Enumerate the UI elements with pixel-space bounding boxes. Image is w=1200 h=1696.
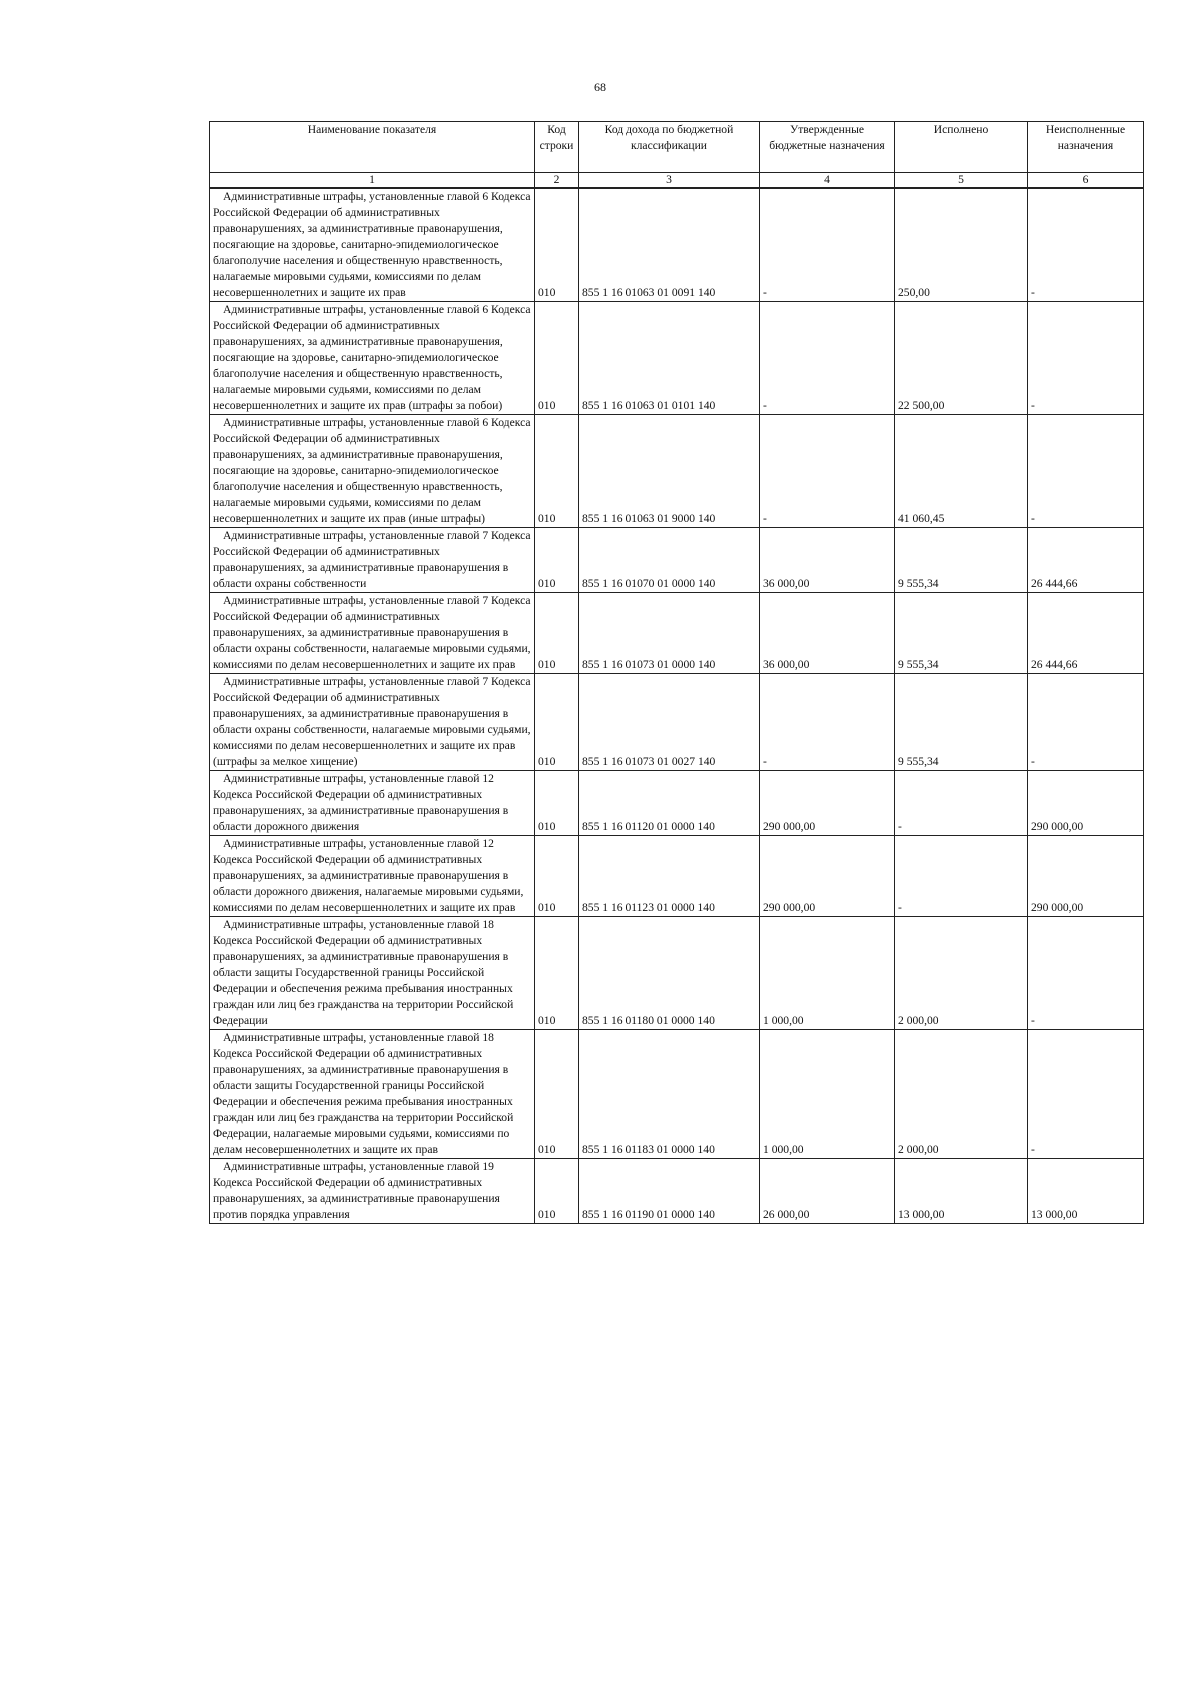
table-row — [210, 1030, 1144, 1159]
row-unexecuted: - — [1028, 1030, 1144, 1159]
row-kbk: 855 1 16 01063 01 0101 140 — [579, 302, 760, 415]
row-unexecuted: - — [1028, 917, 1144, 1030]
row-executed: 41 060,45 — [895, 415, 1028, 528]
table-row — [210, 302, 1144, 415]
row-kbk: 855 1 16 01063 01 9000 140 — [579, 415, 760, 528]
row-executed: 2 000,00 — [895, 917, 1028, 1030]
table-row — [210, 917, 1144, 1030]
table-row — [210, 771, 1144, 836]
row-unexecuted: - — [1028, 302, 1144, 415]
row-name: Административные штрафы, установленные главой 18 Кодекса Российской Федерации об административных правонарушениях, за административные правонарушения в области защиты Государственной границы Российской Федерации и обеспечения режима пребывания иностранных граждан или лиц без гражданства на территории Российской Федерации, налагаемые мировыми судьями, комиссиями по делам несовершеннолетних и защите их прав — [210, 1030, 535, 1159]
column-number: 3 — [579, 173, 760, 189]
row-executed: - — [895, 836, 1028, 917]
table-row — [210, 836, 1144, 917]
row-code: 010 — [535, 188, 579, 302]
row-executed: - — [895, 771, 1028, 836]
column-number-row — [210, 173, 1144, 189]
row-executed: 13 000,00 — [895, 1159, 1028, 1224]
row-name: Административные штрафы, установленные главой 12 Кодекса Российской Федерации об административных правонарушениях, за административные правонарушения в области дорожного движения — [210, 771, 535, 836]
row-unexecuted: 26 444,66 — [1028, 593, 1144, 674]
column-number: 5 — [895, 173, 1028, 189]
row-name: Административные штрафы, установленные главой 7 Кодекса Российской Федерации об административных правонарушениях, за административные правонарушения в области охраны собственности, налагаемые мировыми судьями, комиссиями по делам несовершеннолетних и защите их прав (штрафы за мелкое хищение) — [210, 674, 535, 771]
row-approved: 1 000,00 — [760, 1030, 895, 1159]
header-unexecuted: Неисполненные назначения — [1028, 122, 1144, 173]
table-row — [210, 528, 1144, 593]
row-code: 010 — [535, 528, 579, 593]
row-kbk: 855 1 16 01180 01 0000 140 — [579, 917, 760, 1030]
page-number: 68 — [594, 80, 606, 94]
row-unexecuted: 290 000,00 — [1028, 771, 1144, 836]
row-name: Административные штрафы, установленные главой 6 Кодекса Российской Федерации об административных правонарушениях, за административные правонарушения, посягающие на здоровье, санитарно-эпидемиологическое благополучие населения и общественную нравственность, налагаемые мировыми судьями, комиссиями по делам несовершеннолетних и защите их прав (иные штрафы) — [210, 415, 535, 528]
row-executed: 9 555,34 — [895, 593, 1028, 674]
budget-revenue-table — [209, 121, 1144, 1224]
header-name: Наименование показателя — [210, 122, 535, 173]
row-unexecuted: 26 444,66 — [1028, 528, 1144, 593]
row-approved: - — [760, 302, 895, 415]
row-name: Административные штрафы, установленные главой 18 Кодекса Российской Федерации об административных правонарушениях, за административные правонарушения в области защиты Государственной границы Российской Федерации и обеспечения режима пребывания иностранных граждан или лиц без гражданства на территории Российской Федерации — [210, 917, 535, 1030]
row-name: Административные штрафы, установленные главой 7 Кодекса Российской Федерации об административных правонарушениях, за административные правонарушения в области охраны собственности, налагаемые мировыми судьями, комиссиями по делам несовершеннолетних и защите их прав — [210, 593, 535, 674]
header-approved: Утвержденные бюджетные назначения — [760, 122, 895, 173]
column-number: 6 — [1028, 173, 1144, 189]
row-executed: 250,00 — [895, 188, 1028, 302]
row-code: 010 — [535, 917, 579, 1030]
table-row — [210, 593, 1144, 674]
row-approved: - — [760, 674, 895, 771]
column-number: 2 — [535, 173, 579, 189]
row-name: Административные штрафы, установленные главой 6 Кодекса Российской Федерации об административных правонарушениях, за административные правонарушения, посягающие на здоровье, санитарно-эпидемиологическое благополучие населения и общественную нравственность, налагаемые мировыми судьями, комиссиями по делам несовершеннолетних и защите их прав — [210, 188, 535, 302]
table-row — [210, 415, 1144, 528]
table-row — [210, 188, 1144, 302]
row-code: 010 — [535, 302, 579, 415]
table-row — [210, 1159, 1144, 1224]
row-kbk: 855 1 16 01123 01 0000 140 — [579, 836, 760, 917]
row-approved: 290 000,00 — [760, 771, 895, 836]
row-unexecuted: 13 000,00 — [1028, 1159, 1144, 1224]
row-kbk: 855 1 16 01073 01 0027 140 — [579, 674, 760, 771]
row-code: 010 — [535, 1030, 579, 1159]
column-number: 1 — [210, 173, 535, 189]
row-approved: 36 000,00 — [760, 528, 895, 593]
row-name: Административные штрафы, установленные главой 19 Кодекса Российской Федерации об административных правонарушениях, за административные правонарушения против порядка управления — [210, 1159, 535, 1224]
row-unexecuted: - — [1028, 188, 1144, 302]
row-kbk: 855 1 16 01073 01 0000 140 — [579, 593, 760, 674]
row-kbk: 855 1 16 01070 01 0000 140 — [579, 528, 760, 593]
header-executed: Исполнено — [895, 122, 1028, 173]
row-code: 010 — [535, 771, 579, 836]
row-unexecuted: 290 000,00 — [1028, 836, 1144, 917]
table-row — [210, 674, 1144, 771]
row-executed: 9 555,34 — [895, 674, 1028, 771]
row-code: 010 — [535, 674, 579, 771]
table-header-row — [210, 122, 1144, 173]
row-approved: - — [760, 188, 895, 302]
row-name: Административные штрафы, установленные главой 6 Кодекса Российской Федерации об административных правонарушениях, за административные правонарушения, посягающие на здоровье, санитарно-эпидемиологическое благополучие населения и общественную нравственность, налагаемые мировыми судьями, комиссиями по делам несовершеннолетних и защите их прав (штрафы за побои) — [210, 302, 535, 415]
row-unexecuted: - — [1028, 415, 1144, 528]
row-unexecuted: - — [1028, 674, 1144, 771]
row-name: Административные штрафы, установленные главой 12 Кодекса Российской Федерации об административных правонарушениях, за административные правонарушения в области дорожного движения, налагаемые мировыми судьями, комиссиями по делам несовершеннолетних и защите их прав — [210, 836, 535, 917]
row-kbk: 855 1 16 01063 01 0091 140 — [579, 188, 760, 302]
row-name: Административные штрафы, установленные главой 7 Кодекса Российской Федерации об административных правонарушениях, за административные правонарушения в области охраны собственности — [210, 528, 535, 593]
row-approved: 36 000,00 — [760, 593, 895, 674]
row-kbk: 855 1 16 01120 01 0000 140 — [579, 771, 760, 836]
row-executed: 9 555,34 — [895, 528, 1028, 593]
row-approved: - — [760, 415, 895, 528]
row-approved: 290 000,00 — [760, 836, 895, 917]
row-executed: 22 500,00 — [895, 302, 1028, 415]
row-code: 010 — [535, 1159, 579, 1224]
row-kbk: 855 1 16 01190 01 0000 140 — [579, 1159, 760, 1224]
column-number: 4 — [760, 173, 895, 189]
row-code: 010 — [535, 415, 579, 528]
header-kbk: Код дохода по бюджетной классификации — [579, 122, 760, 173]
row-code: 010 — [535, 836, 579, 917]
row-code: 010 — [535, 593, 579, 674]
row-approved: 26 000,00 — [760, 1159, 895, 1224]
header-code: Код строки — [535, 122, 579, 173]
row-kbk: 855 1 16 01183 01 0000 140 — [579, 1030, 760, 1159]
row-executed: 2 000,00 — [895, 1030, 1028, 1159]
row-approved: 1 000,00 — [760, 917, 895, 1030]
